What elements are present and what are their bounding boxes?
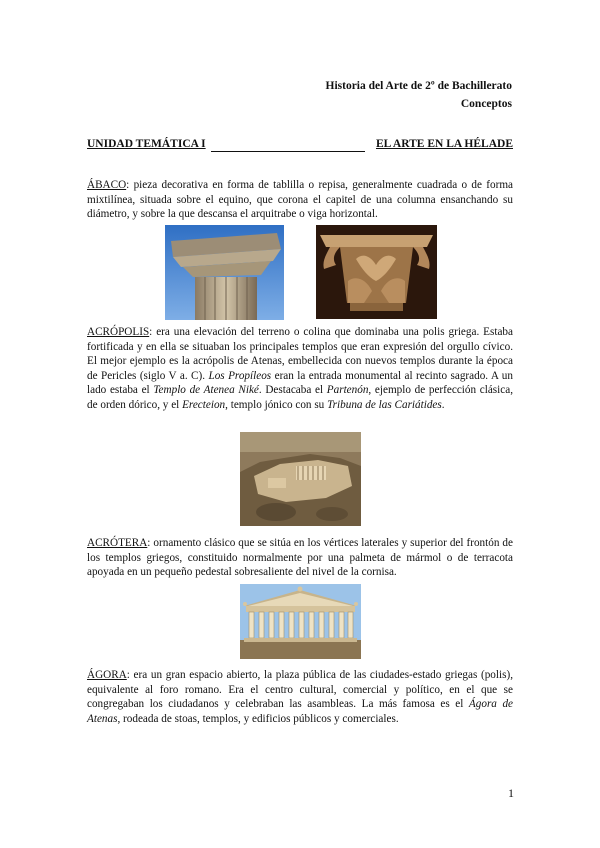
corinthian-capital-image xyxy=(316,225,437,319)
caryatids-name: Tribuna de las Cariátides xyxy=(327,398,442,411)
definition-acropolis-part: : era una elevación del terreno o colina que dominaba una polis griega. Estaba fortificada y en ella se situaban los principales templos que eran expresión del orgullo cívico. El mejor ejemplo es la acrópolis de Atenas, embellecida con nuevos templos durante la época de Pericles (siglo V a. C). xyxy=(87,326,513,382)
heading-rule xyxy=(211,151,365,152)
course-title: Historia del Arte de 2º de Bachillerato xyxy=(325,80,512,92)
nike-temple-name: Templo de Atenea Niké xyxy=(153,384,259,397)
unit-title: EL ARTE EN LA HÉLADE xyxy=(375,138,513,150)
erecteion-name: Erecteion xyxy=(182,398,226,411)
propileos-name: Los Propíleos xyxy=(208,369,272,382)
doric-abacus-image xyxy=(165,225,284,320)
definition-acropolis-part: , ejemplo de perfección clásica, de orden dórico, y el xyxy=(87,384,513,411)
definition-acropolis-part: eran la entrada monumental al recinto sagrado. A un lado estaba el xyxy=(87,369,513,397)
page-number: 1 xyxy=(508,786,514,800)
definition-acropolis-part: , templo jónico con su xyxy=(225,398,328,411)
parthenon-name: Partenón xyxy=(326,384,369,397)
greek-temple-image xyxy=(240,584,361,659)
definition-abaco: : pieza decorativa en forma de tablilla o repisa, generalmente cuadrada o de forma mixtilínea, situada sobre el equino, que corona el capitel de una columna ensanchando su diámetro, y sobre la que descansa el arquitrabe o viga horizontal. xyxy=(87,179,513,221)
unit-number: UNIDAD TEMÁTICA I xyxy=(87,138,206,150)
entry-acropolis xyxy=(87,325,513,413)
acropolis-aerial-image xyxy=(240,432,361,526)
term-agora: ÁGORA xyxy=(87,669,127,681)
entry-acrotera xyxy=(87,536,513,580)
term-acrotera: ACRÓTERA xyxy=(87,537,148,549)
entry-agora xyxy=(87,668,513,726)
definition-agora-part: : era un gran espacio abierto, la plaza pública de las ciudades-estado griegas (polis), equivalente al foro romano. Era el centro cultural, comercial y político, en el que se congregaban los ciudadanos y celebraban las asambleas. La más famosa es el xyxy=(87,669,513,711)
term-acropolis: ACRÓPOLIS xyxy=(87,326,150,338)
agora-atenas-name: Ágora de Atenas xyxy=(87,698,514,725)
definition-acropolis-part: . Destacaba el xyxy=(258,384,327,397)
definition-agora-part: , rodeada de stoas, templos, y edificios públicos y comerciales. xyxy=(117,712,399,725)
entry-abaco xyxy=(87,178,513,222)
term-abaco: ÁBACO xyxy=(87,179,127,191)
definition-acropolis-part: . xyxy=(441,398,445,411)
section-title: Conceptos xyxy=(460,98,512,110)
definition-acrotera: : ornamento clásico que se sitúa en los vértices laterales y superior del frontón de los templos griegos, constituido normalmente por una palmeta de mármol o de terracota apoyada en un pequeño pedestal sobresaliente del nivel de la cornisa. xyxy=(87,537,513,579)
